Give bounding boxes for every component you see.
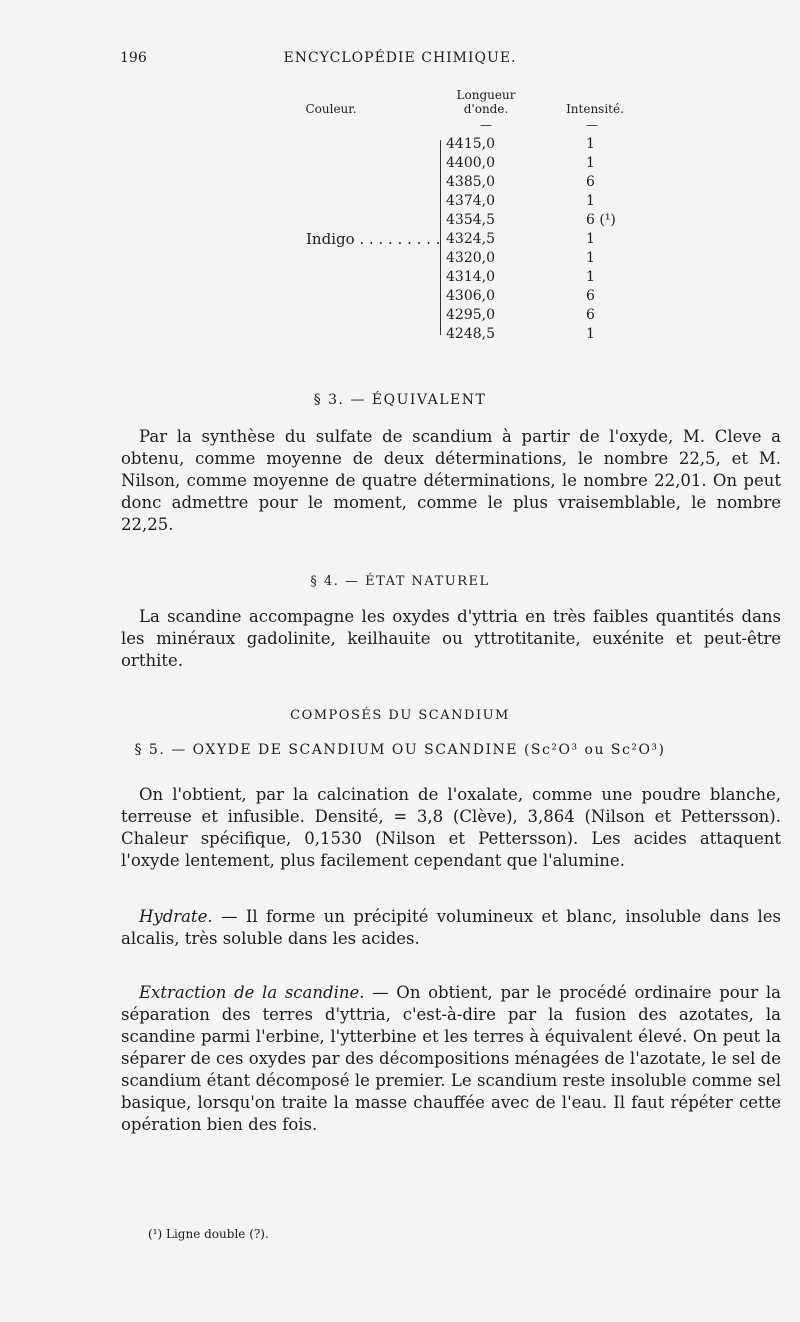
column-header-intensite: Intensité. xyxy=(566,102,624,116)
intensity-cell: 1 xyxy=(586,231,595,247)
footnote: (¹) Ligne double (?). xyxy=(148,1227,269,1241)
wavelength-cell: 4248,5 xyxy=(446,326,495,342)
extraction-title: Extraction de la scandine. xyxy=(139,983,365,1002)
intensity-cell: 1 xyxy=(586,250,595,266)
table-row xyxy=(446,193,626,213)
hydrate-text: — Il forme un précipité volumineux et blanc, insoluble dans les alcalis, très soluble dans les acides. xyxy=(121,907,781,948)
column-dash-longueur: — xyxy=(480,118,492,132)
paragraph: On l'obtient, par la calcination de l'oxalate, comme une poudre blanche, terreuse et infusible. Densité, = 3,8 (Clève), 3,864 (Nilson et Pettersson). Chaleur spécifique, 0,1530 (Nilson et Pettersson). Les acides attaquent l'oxyde lentement, plus facilement cependant que l'alumine. xyxy=(121,785,781,870)
extraction-paragraph xyxy=(121,982,781,1136)
wavelength-cell: 4374,0 xyxy=(446,193,495,209)
column-header-longueur: Longueur d'onde. xyxy=(456,88,516,116)
paragraph: Par la synthèse du sulfate de scandium à partir de l'oxyde, M. Cleve a obtenu, comme moyenne de deux déterminations, le nombre 22,5, et M. Nilson, comme moyenne de quatre déterminations, le nombre 22,01. On peut donc admettre pour le moment, comme le plus vraisemblable, le nombre 22,25. xyxy=(121,427,781,534)
hydrate-title: Hydrate. xyxy=(139,907,213,926)
composes-heading: COMPOSÉS DU SCANDIUM xyxy=(290,708,510,723)
section-3-heading: § 3. — ÉQUIVALENT xyxy=(313,392,487,408)
wavelength-cell: 4306,0 xyxy=(446,288,495,304)
wavelength-cell: 4295,0 xyxy=(446,307,495,323)
table-row xyxy=(446,136,626,156)
section-5-heading: § 5. — OXYDE DE SCANDIUM OU SCANDINE (Sc²O³ ou Sc²O³) xyxy=(134,742,666,758)
wavelength-cell: 4415,0 xyxy=(446,136,495,152)
table-row xyxy=(446,288,626,308)
column-dash-intensite: — xyxy=(586,118,598,132)
intensity-cell: 1 xyxy=(586,155,595,171)
section-5-text xyxy=(121,784,781,872)
intensity-cell: 6 xyxy=(586,174,595,190)
intensity-cell: 1 xyxy=(586,193,595,209)
table-row xyxy=(446,155,626,175)
intensity-cell: 1 xyxy=(586,326,595,342)
intensity-cell: 6 xyxy=(586,307,595,323)
table-row xyxy=(446,326,626,346)
table-row xyxy=(446,269,626,289)
wavelength-cell: 4320,0 xyxy=(446,250,495,266)
intensity-cell: 1 xyxy=(586,269,595,285)
table-row xyxy=(446,212,626,232)
wavelength-cell: 4400,0 xyxy=(446,155,495,171)
section-4-text xyxy=(121,606,781,672)
running-title: ENCYCLOPÉDIE CHIMIQUE. xyxy=(283,50,517,66)
column-header-couleur: Couleur. xyxy=(305,102,357,116)
table-row xyxy=(446,174,626,194)
intensity-cell: 6 xyxy=(586,288,595,304)
table-row xyxy=(446,250,626,270)
section-4-heading: § 4. — ÉTAT NATUREL xyxy=(310,574,490,589)
table-row xyxy=(446,307,626,327)
color-label: Indigo . . . . . . . . . xyxy=(306,230,441,248)
extraction-text: — On obtient, par le procédé ordinaire pour la séparation des terres d'yttria, c'est-à-dire par la fusion des azotates, la scandine parmi l'erbine, l'ytterbine et les terres à équivalent élevé. On peut la séparer de ces oxydes par des décompositions ménagées de l'azotate, le sel de scandium étant décomposé le premier. Le scandium reste insoluble comme sel basique, lorsqu'on traite la masse chauffée avec de l'eau. Il faut répéter cette opération bien des fois. xyxy=(121,983,781,1134)
wavelength-cell: 4314,0 xyxy=(446,269,495,285)
page-number: 196 xyxy=(120,50,147,66)
paragraph: La scandine accompagne les oxydes d'yttria en très faibles quantités dans les minéraux gadolinite, keilhauite ou yttrotitanite, euxénite et peut-être orthite. xyxy=(121,607,781,670)
table-row xyxy=(446,231,626,251)
wavelength-cell: 4354,5 xyxy=(446,212,495,228)
hydrate-paragraph xyxy=(121,906,781,950)
section-3-text xyxy=(121,426,781,536)
wavelength-cell: 4385,0 xyxy=(446,174,495,190)
wavelength-cell: 4324,5 xyxy=(446,231,495,247)
intensity-cell: 6 (¹) xyxy=(586,212,616,228)
intensity-cell: 1 xyxy=(586,136,595,152)
